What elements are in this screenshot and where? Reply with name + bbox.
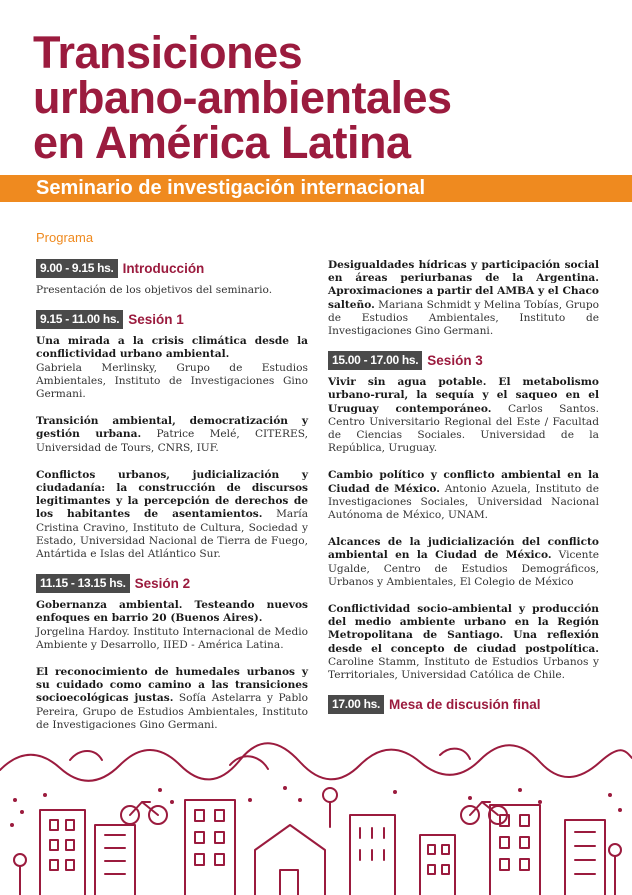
session-3-header <box>328 351 599 370</box>
talk-item <box>36 335 308 401</box>
final-header <box>328 695 599 714</box>
right-column <box>328 259 599 720</box>
intro-header <box>36 259 308 278</box>
time-badge: 9.15 - 11.00 hs. <box>36 310 123 329</box>
talk-authors: Caroline Stamm, Instituto de Estudios Urbanos y Territoriales, Universidad Católica de Chile. <box>328 655 599 682</box>
talk-authors: Vicente Ugalde, Centro de Estudios Demográficos, Urbanos y Ambientales, El Colegio de México <box>328 549 600 588</box>
talk-title: Conflictos urbanos, judicialización y ciudadanía: la construcción de discursos legitimantes y la percepción de derechos de los habitantes de asentamientos. <box>36 468 308 521</box>
talk-authors: Patrice Melé, CITERES, Universidad de Tours, CNRS, IUF. <box>36 428 308 454</box>
talk-title: Cambio político y conflicto ambiental en la Ciudad de México. <box>328 469 599 495</box>
time-badge: 9.00 - 9.15 hs. <box>36 259 118 278</box>
talk-title: Alcances de la judicialización del conflicto ambiental en la Ciudad de México. <box>328 536 599 562</box>
time-badge: 17.00 hs. <box>328 695 384 714</box>
talk-item <box>328 603 599 682</box>
talk-title: Gobernanza ambiental. Testeando nuevos enfoques en barrio 20 (Buenos Aires). <box>36 599 308 625</box>
talk-authors: Jorgelina Hardoy. Instituto Internacional de Medio Ambiente y Desarrollo, IIED - América Latina. <box>36 625 308 651</box>
talk-item <box>36 666 308 732</box>
talk-authors: Carlos Santos. Centro Universitario Regional del Este / Facultad de Ciencias Sociales. Universidad de la República, Uruguay. <box>328 402 599 455</box>
title-line-2: urbano-ambientales <box>33 72 452 123</box>
programa-label: Programa <box>36 230 94 245</box>
session-title: Mesa de discusión final <box>389 697 541 713</box>
talk-item <box>328 536 599 589</box>
subtitle-banner: Seminario de investigación internacional <box>0 175 632 202</box>
intro-text: Presentación de los objetivos del seminario. <box>36 284 273 296</box>
talk-authors: María Cristina Cravino, Instituto de Cultura, Sociedad y Estado, Universidad Nacional de Tierra de Fuego, Antártida e Islas del Atlántico Sur. <box>36 508 309 561</box>
time-badge: 11.15 - 13.15 hs. <box>36 574 130 593</box>
talk-title: Transición ambiental, democratización y gestión urbana. <box>36 415 308 441</box>
city-doodle-illustration <box>0 740 632 895</box>
talk-item <box>328 376 599 455</box>
talk-title: Desigualdades hídricas y participación social en áreas periurbanas de la Argentina. Aproximaciones a partir del AMBA y el Chaco salteño. <box>328 259 599 311</box>
talk-title: Vivir sin agua potable. El metabolismo urbano-rural, la sequía y el saqueo en el Uruguay contemporáneo. <box>328 376 599 415</box>
session-2-header <box>36 574 308 593</box>
talk-authors: Antonio Azuela, Instituto de Investigaciones Sociales, Universidad Nacional Autónoma de México, UNAM. <box>328 482 599 522</box>
session-title: Sesión 2 <box>134 576 191 592</box>
talk-item <box>36 469 308 561</box>
talk-authors: Sofía Astelarra y Pablo Pereira, Grupo de Estudios Ambientales, Instituto de Investigaciones Gino Germani. <box>36 692 309 731</box>
session-title: Introducción <box>122 261 205 276</box>
talk-authors: Mariana Schmidt y Melina Tobías, Grupo de Estudios Ambientales, Instituto de Investigaciones Gino Germani. <box>328 298 599 338</box>
talk-title: Una mirada a la crisis climática desde la conflictividad urbano ambiental. <box>36 335 308 361</box>
session-title: Sesión 1 <box>128 312 184 328</box>
page-title <box>33 27 623 168</box>
title-line-3: en América Latina <box>33 117 411 168</box>
talk-title: El reconocimiento de humedales urbanos y su cuidado como camino a las transiciones socioecológicas justas. <box>36 666 308 705</box>
session-1-header <box>36 310 308 329</box>
title-line-1: Transiciones <box>33 27 303 78</box>
talk-item <box>328 259 599 338</box>
talk-item <box>328 469 599 522</box>
left-column <box>36 259 308 732</box>
talk-authors: Gabriela Merlinsky, Grupo de Estudios Ambientales, Instituto de Investigaciones Gino Germani. <box>36 361 308 401</box>
talk-title: Conflictividad socio-ambiental y producción del medio ambiente urbano en la Región Metropolitana de Santiago. Una reflexión desde el concepto de ciudad postpolítica. <box>328 603 599 655</box>
time-badge: 15.00 - 17.00 hs. <box>328 351 422 370</box>
talk-item <box>36 599 308 652</box>
talk-item <box>36 415 308 455</box>
session-title: Sesión 3 <box>427 353 483 369</box>
